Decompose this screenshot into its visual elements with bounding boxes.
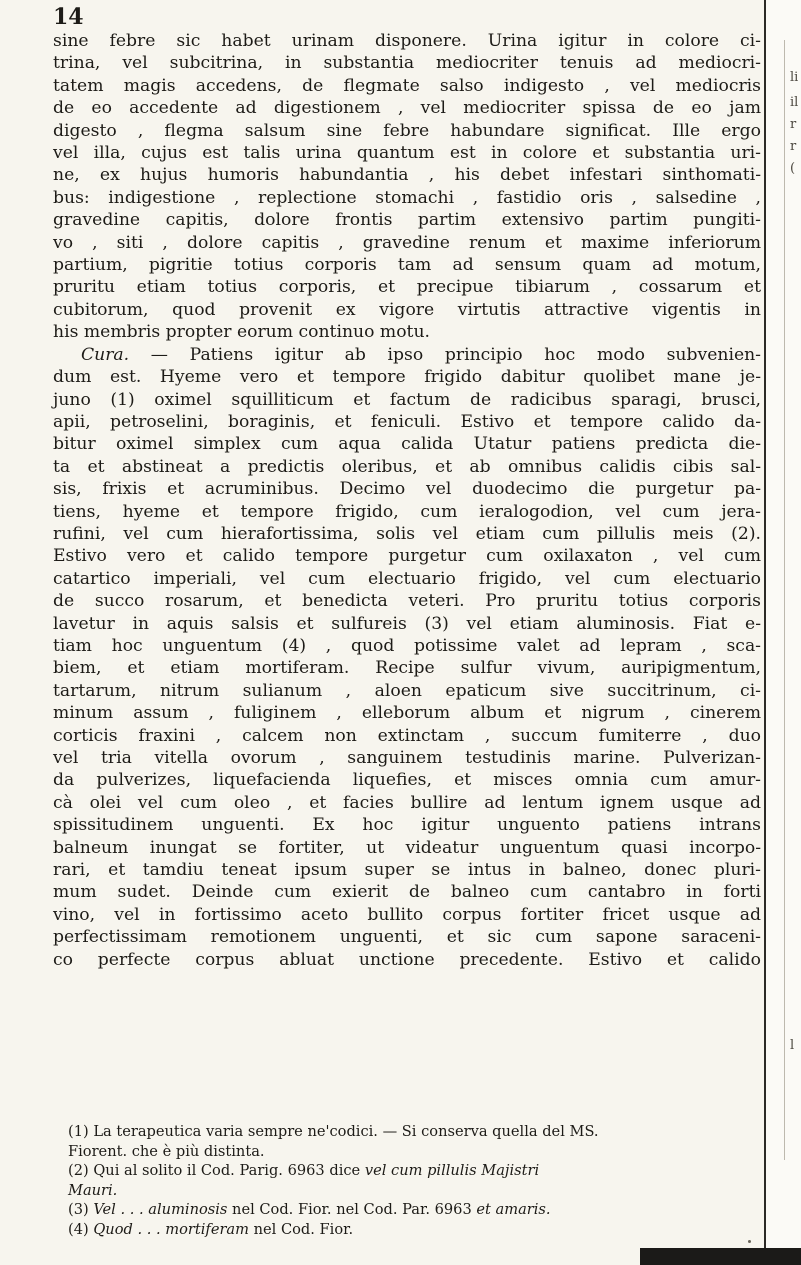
footnote-marker: (3) (68, 1201, 89, 1218)
text-line: tatem magis accedens, de flegmate salso indigesto , vel mediocris (53, 75, 761, 96)
footnote-marker: (1) (68, 1123, 89, 1140)
footnote-italic: Vel . . . aluminosis (88, 1201, 228, 1218)
text-line: spissitudinem unguenti. Ex hoc igitur unguento patiens intrans (53, 815, 761, 836)
text-line: sine febre sic habet urinam disponere. Urina igitur in colore ci- (53, 31, 761, 51)
adjacent-page-edge (764, 0, 801, 1265)
footnote-marker: (4) (68, 1220, 89, 1238)
footnote-marker: (2) (68, 1162, 89, 1179)
scan-edge-shadow (640, 1248, 801, 1265)
footnote-text: La terapeutica varia sempre ne'codici. — Si conserva quella del MS. (88, 1123, 599, 1140)
footnote-italic: et amaris. (476, 1201, 551, 1218)
bleed-through-glyph: r (790, 117, 797, 132)
text-line-rest: — Patiens igitur ab ipso principio hoc modo subvenien- (129, 344, 761, 365)
text-line: Estivo vero et calido tempore purgetur cum oxilaxaton , vel cum (53, 546, 761, 567)
text-line: ne, ex hujus humoris habundantia , his debet infestari sinthomati- (53, 165, 761, 186)
text-line: ta et abstineat a predictis oleribus, et ab omnibus calidis cibis sal- (53, 456, 761, 477)
page-number: 14 (53, 4, 84, 30)
footnote-2-continuation: Mauri. (68, 1181, 118, 1199)
ink-speck (748, 1240, 751, 1243)
footnote-1 (68, 1122, 768, 1142)
footnote-1-continuation: Fiorent. che è più distinta. (68, 1142, 265, 1160)
text-line: vino, vel in fortissimo aceto bullito corpus fortiter fricet usque ad (53, 904, 761, 925)
text-line: lavetur in aquis salsis et sulfureis (3) vel etiam aluminosis. Fiat e- (53, 613, 761, 634)
text-line: pruritu etiam totius corporis, et precipue tibiarum , cossarum et (53, 277, 761, 298)
text-line: tiam hoc unguentum (4) , quod potissime valet ad lepram , sca- (53, 635, 761, 656)
footnote-4 (68, 1220, 768, 1240)
text-line: corticis fraxini , calcem non extinctam , succum fumiterre , duo (53, 725, 761, 746)
text-line: minum assum , fuliginem , elleborum album et nigrum , cinerem (53, 703, 761, 724)
text-line: gravedine capitis, dolore frontis partim extensivo partim pungiti- (53, 210, 761, 231)
footnote-italic: vel cum pillulis Majistri (364, 1162, 540, 1179)
text-line: cubitorum, quod provenit ex vigore virtutis attractive vigentis in (53, 299, 761, 320)
text-line: de eo accedente ad digestionem , vel mediocriter spissa de eo jam (53, 98, 761, 119)
cura-heading-line (53, 344, 761, 366)
text-line: vo , siti , dolore capitis , gravedine renum et maxime inferiorum (53, 232, 761, 253)
main-text (53, 30, 761, 971)
text-line: vel tria vitella ovorum , sanguinem testudinis marine. Pulverizan- (53, 748, 761, 768)
footnote-italic: Quod . . . mortiferam (88, 1220, 249, 1238)
footnote-text: nel Cod. Fior. nel Cod. Par. 6963 (227, 1201, 477, 1218)
text-line: cà olei vel cum oleo , et facies bullire ad lentum ignem usque ad (53, 792, 761, 813)
text-line: apii, petroselini, boraginis, et feniculi. Estivo et tempore calido da- (53, 411, 761, 432)
text-line: biem, et etiam mortiferam. Recipe sulfur vivum, auripigmentum, (53, 658, 761, 679)
text-line: bus: indigestione , replectione stomachi , fastidio oris , salsedine , (53, 187, 761, 208)
cura-label: Cura. (81, 344, 130, 365)
bleed-through-glyph: ( (790, 161, 796, 176)
text-line: sis, frixis et acruminibus. Decimo vel duodecimo die purgetur pa- (53, 479, 761, 500)
text-line: bitur oximel simplex cum aqua calida Utatur patiens predicta die- (53, 434, 761, 455)
text-line: his membris propter eorum continuo motu. (53, 322, 430, 343)
bleed-through-glyph: r (790, 139, 797, 154)
footnote-text: Qui al solito il Cod. Parig. 6963 dice (88, 1162, 365, 1179)
text-line: juno (1) oximel squilliticum et factum de radicibus sparagi, brusci, (53, 389, 761, 410)
page-gutter-line (784, 40, 785, 1160)
bleed-through-glyph: li (790, 70, 799, 85)
text-line: perfectissimam remotionem unguenti, et sic cum sapone saraceni- (53, 927, 761, 948)
footnote-3 (68, 1200, 768, 1220)
text-line: vel illa, cujus est talis urina quantum est in colore et substantia uri- (53, 143, 761, 164)
text-line: balneum inungat se fortiter, ut videatur unguentum quasi incorpo- (53, 837, 761, 858)
text-line: rufini, vel cum hierafortissima, solis vel etiam cum pillulis meis (2). (53, 523, 761, 544)
text-line: trina, vel subcitrina, in substantia mediocriter tenuis ad mediocri- (53, 53, 761, 74)
text-line: mum sudet. Deinde cum exierit de balneo cum cantabro in forti (53, 882, 761, 903)
text-line: da pulverizes, liquefacienda liquefies, et misces omnia cum amur- (53, 770, 761, 791)
text-line: co perfecte corpus abluat unctione precedente. Estivo et calido (53, 949, 761, 970)
bleed-through-glyph: il (790, 95, 799, 110)
text-line: tartarum, nitrum sulianum , aloen epaticum sive succitrinum, ci- (53, 680, 761, 701)
text-line: catartico imperiali, vel cum electuario frigido, vel cum electuario (53, 568, 761, 589)
footnote-text: nel Cod. Fior. (248, 1220, 354, 1238)
footnotes (68, 1122, 768, 1239)
text-line: digesto , flegma salsum sine febre habundare significat. Ille ergo (53, 120, 761, 141)
footnote-2 (68, 1161, 768, 1181)
text-line: partium, pigritie totius corporis tam ad sensum quam ad motum, (53, 255, 761, 276)
text-line: rari, et tamdiu teneat ipsum super se intus in balneo, donec pluri- (53, 860, 761, 881)
text-line: de succo rosarum, et benedicta veteri. Pro pruritu totius corporis (53, 591, 761, 612)
bleed-through-glyph: l (790, 1038, 795, 1053)
text-line: dum est. Hyeme vero et tempore frigido dabitur quolibet mane je- (53, 367, 761, 388)
text-line: tiens, hyeme et tempore frigido, cum ieralogodion, vel cum jera- (53, 501, 761, 522)
